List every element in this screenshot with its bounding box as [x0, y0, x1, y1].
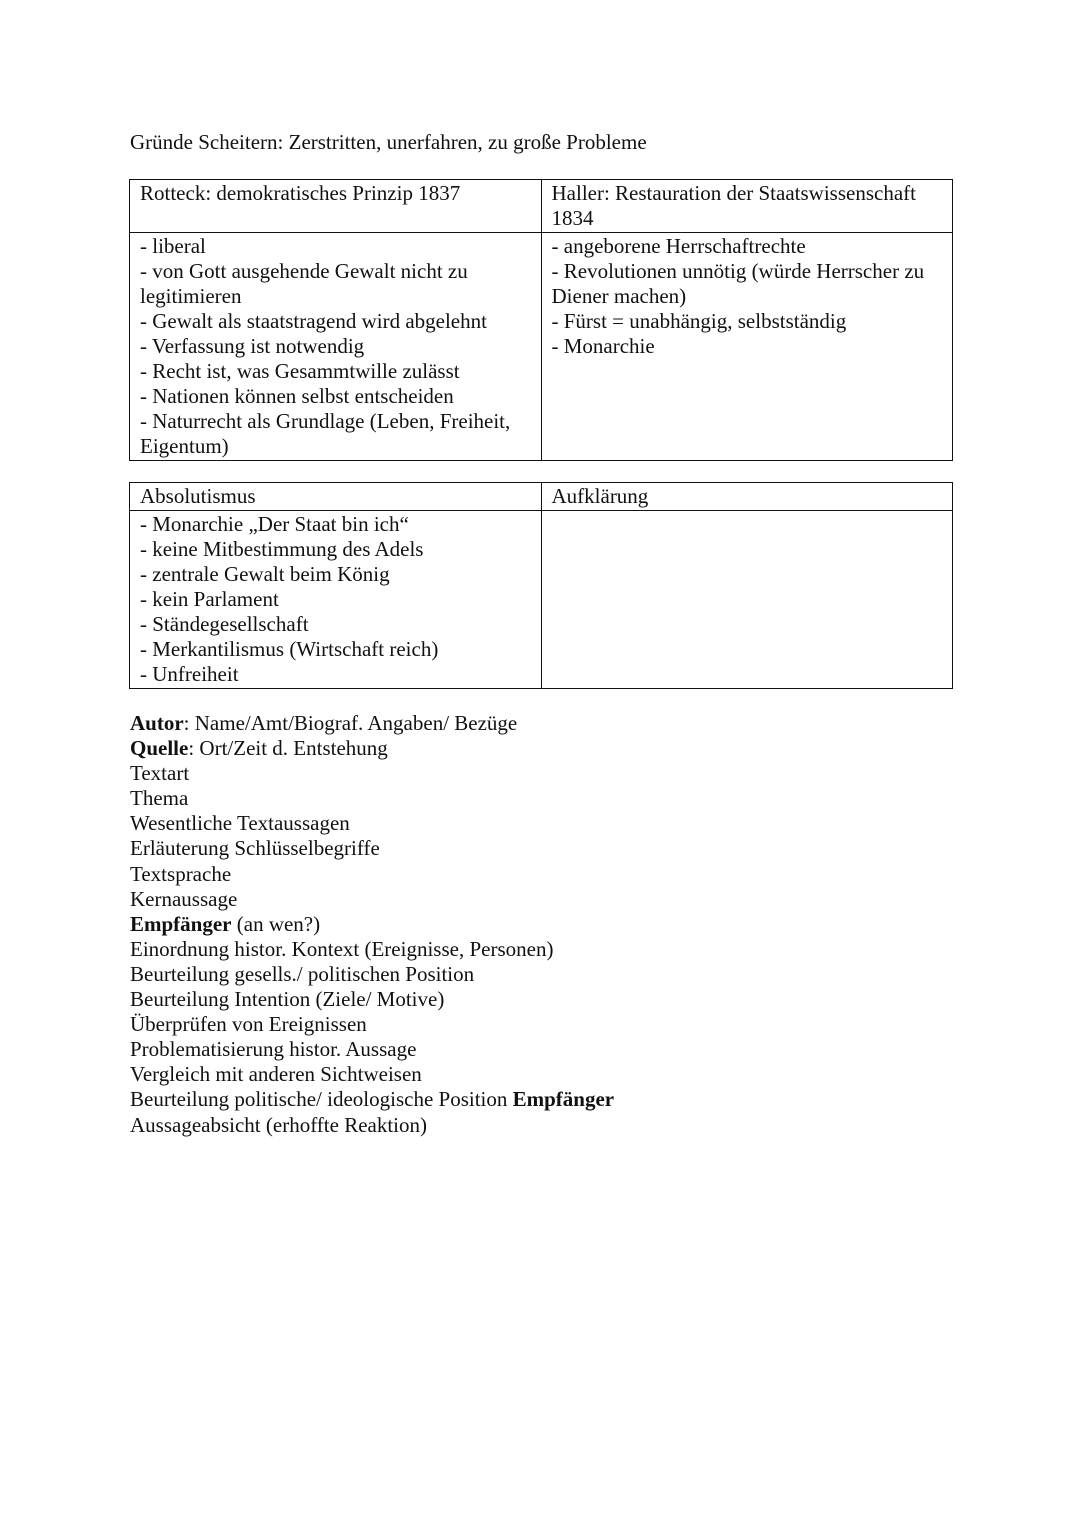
analysis-checklist — [130, 711, 614, 1138]
table1-right-item: - Revolutionen unnötig (würde Herrscher zu Diener machen) — [551, 259, 925, 308]
table1-left-item: - Recht ist, was Gesammtwille zulässt — [140, 359, 460, 383]
checklist-item-textsprache: Textsprache — [130, 861, 232, 886]
table1-left-item: - Gewalt als staatstragend wird abgelehnt — [140, 309, 487, 333]
table1-right-item: - Monarchie — [551, 334, 655, 358]
checklist-item-kernaussage: Kernaussage — [130, 886, 238, 911]
table1-left-item: - Naturrecht als Grundlage (Leben, Freiheit, Eigentum) — [140, 409, 511, 458]
autor-label: Autor — [130, 711, 184, 735]
checklist-item-thema: Thema — [130, 786, 189, 811]
beurteilung-ideologisch-text: Beurteilung politische/ ideologische Position — [130, 1087, 513, 1112]
table2-left-header: Absolutismus — [130, 483, 542, 511]
table2-right-cell-empty — [541, 511, 953, 689]
table1-right-cell — [541, 233, 953, 461]
checklist-item-beurteilung-position: Beurteilung gesells./ politischen Position — [130, 961, 475, 986]
table2-left-item: - Merkantilismus (Wirtschaft reich) — [140, 637, 439, 661]
autor-text: : Name/Amt/Biograf. Angaben/ Bezüge — [183, 711, 518, 735]
table2-left-cell — [130, 511, 542, 689]
checklist-item-autor — [130, 711, 614, 736]
checklist-item-empfaenger — [130, 912, 614, 937]
table1-right-header: Haller: Restauration der Staatswissenschaft 1834 — [541, 180, 953, 233]
beurteilung-ideologisch-empfaenger: Empfänger — [512, 1087, 615, 1112]
empfaenger-label: Empfänger — [130, 911, 232, 936]
table2-left-item: - Ständegesellschaft — [140, 612, 309, 636]
table1-right-item: - angeborene Herrschaftrechte — [551, 234, 806, 258]
table2-left-item: - zentrale Gewalt beim König — [140, 562, 390, 586]
quelle-label: Quelle — [130, 736, 189, 761]
intro-line: Gründe Scheitern: Zerstritten, unerfahren, zu große Probleme — [130, 130, 647, 154]
table1-left-item: - Nationen können selbst entscheiden — [140, 384, 454, 408]
table1-left-item: - Verfassung ist notwendig — [140, 334, 365, 358]
comparison-table-absolutismus-aufklaerung — [129, 482, 953, 689]
comparison-table-rotteck-haller — [129, 179, 953, 461]
checklist-item-einordnung: Einordnung histor. Kontext (Ereignisse, Personen) — [130, 936, 554, 961]
table2-left-item: - Monarchie „Der Staat bin ich“ — [140, 512, 409, 536]
checklist-item-beurteilung-intention: Beurteilung Intention (Ziele/ Motive) — [130, 987, 445, 1012]
table2-right-header: Aufklärung — [541, 483, 953, 511]
checklist-item-beurteilung-ideologisch — [130, 1087, 614, 1112]
table1-right-item: - Fürst = unabhängig, selbstständig — [551, 309, 847, 333]
checklist-item-quelle — [130, 736, 614, 761]
checklist-item-wesentliche: Wesentliche Textaussagen — [130, 811, 350, 836]
empfaenger-text: (an wen?) — [231, 911, 321, 936]
checklist-item-textart: Textart — [130, 761, 190, 786]
table2-left-item: - keine Mitbestimmung des Adels — [140, 537, 424, 561]
table2-left-item: - Unfreiheit — [140, 662, 239, 686]
checklist-item-ueberpruefen: Überprüfen von Ereignissen — [130, 1012, 367, 1037]
table1-left-item: - liberal — [140, 234, 206, 258]
checklist-item-erlaeuterung: Erläuterung Schlüsselbegriffe — [130, 836, 380, 861]
checklist-item-vergleich: Vergleich mit anderen Sichtweisen — [130, 1062, 422, 1087]
checklist-item-aussageabsicht: Aussageabsicht (erhoffte Reaktion) — [130, 1112, 428, 1137]
table2-left-item: - kein Parlament — [140, 587, 279, 611]
table1-left-cell — [130, 233, 542, 461]
checklist-item-problematisierung: Problematisierung histor. Aussage — [130, 1037, 417, 1062]
table1-left-header: Rotteck: demokratisches Prinzip 1837 — [130, 180, 542, 233]
quelle-text: : Ort/Zeit d. Entstehung — [188, 736, 388, 761]
table1-left-item: - von Gott ausgehende Gewalt nicht zu legitimieren — [140, 259, 468, 308]
